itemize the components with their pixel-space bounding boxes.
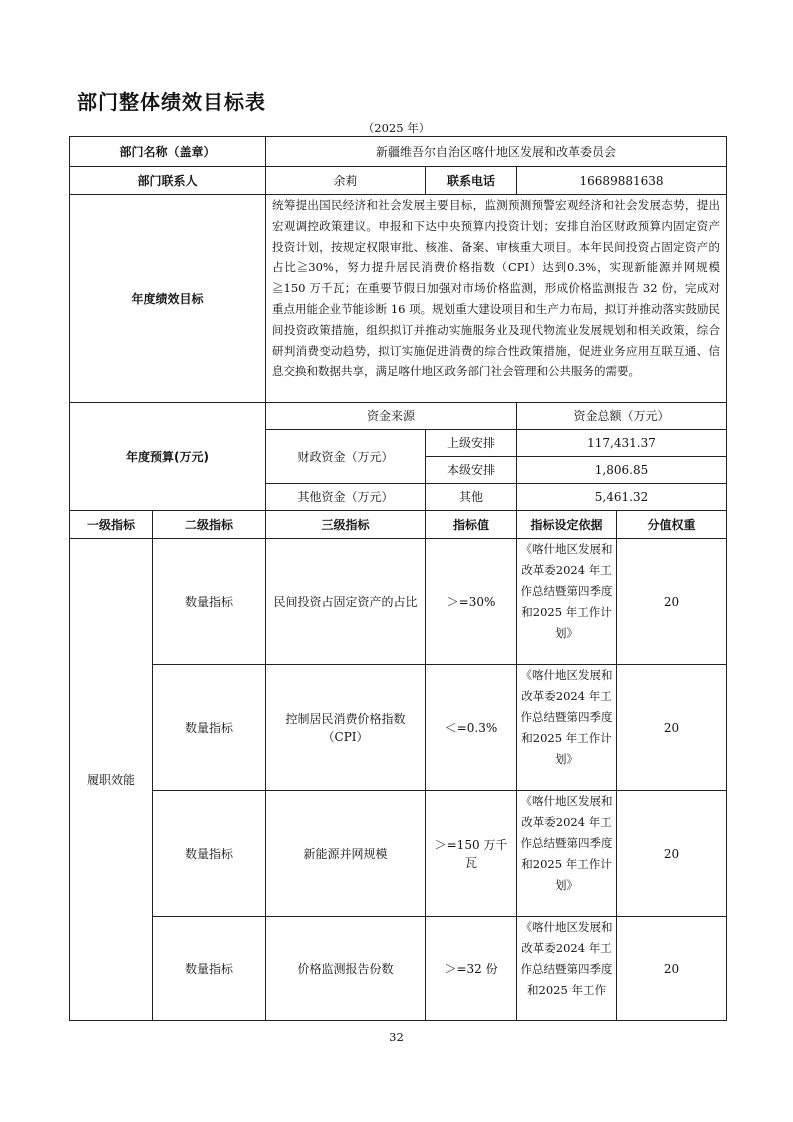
indicator-value: ＞=30% — [426, 539, 517, 665]
indicator-weight: 20 — [617, 917, 727, 1021]
dept-name-value: 新疆维吾尔自治区喀什地区发展和改革委员会 — [266, 137, 727, 167]
indicator-weight: 20 — [617, 665, 727, 791]
indicator-basis: 《喀什地区发展和改革委2024 年工作总结暨第四季度和2025 年工作计划》 — [517, 791, 617, 917]
level3-indicator: 新能源并网规模 — [266, 791, 426, 917]
local-label: 本级安排 — [426, 457, 517, 484]
level3-indicator: 民间投资占固定资产的占比 — [266, 539, 426, 665]
header-level3: 三级指标 — [266, 511, 426, 539]
indicator-value: ＞=150 万千瓦 — [426, 791, 517, 917]
level2-indicator: 数量指标 — [153, 539, 266, 665]
annual-goal-label: 年度绩效目标 — [70, 195, 266, 403]
indicator-basis: 《喀什地区发展和改革委2024 年工作总结暨第四季度和2025 年工作计划》 — [517, 539, 617, 665]
indicator-value: ＜=0.3% — [426, 665, 517, 791]
annual-goal-text: 统筹提出国民经济和社会发展主要目标，监测预测预警宏观经济和社会发展态势，提出宏观调控政策建议。申报和下达中央预算内投资计划；安排自治区财政预算内固定资产投资计划，按规定权限审批、核准、备案、审核重大项目。本年民间投资占固定资产的占比≧30%，努力提升居民消费价格指数（CPI）达到0.3%，实现新能源并网规模≧150 万千瓦；在重要节假日加强对市场价格监测，形成价格监测报告 32 份，完成对重点用能企业节能诊断 16 项。规划重大建设项目和生产力布局，拟订并推动落实鼓励民间投资政策措施，组织拟订并推动实施服务业及现代物流业发展规划和相关政策，综合研判消费变动趋势，拟订实施促进消费的综合性政策措施，促进业务应用互联互通、信息交换和数据共享，满足喀什地区政务部门社会管理和公共服务的需要。 — [266, 195, 727, 403]
total-amount-header: 资金总额（万元） — [517, 403, 727, 430]
level3-indicator: 价格监测报告份数 — [266, 917, 426, 1021]
header-weight: 分值权重 — [617, 511, 727, 539]
indicator-weight: 20 — [617, 791, 727, 917]
phone-value: 16689881638 — [517, 167, 727, 195]
indicator-value: ＞=32 份 — [426, 917, 517, 1021]
level3-indicator: 控制居民消费价格指数（CPI） — [266, 665, 426, 791]
other-amount: 5,461.32 — [517, 484, 727, 511]
document-title: 部门整体绩效目标表 — [77, 90, 266, 114]
level2-indicator: 数量指标 — [153, 791, 266, 917]
level2-indicator: 数量指标 — [153, 917, 266, 1021]
header-value: 指标值 — [426, 511, 517, 539]
fund-source-header: 资金来源 — [266, 403, 517, 430]
contact-label: 部门联系人 — [70, 167, 266, 195]
level1-indicator: 履职效能 — [70, 539, 153, 1021]
header-basis: 指标设定依据 — [517, 511, 617, 539]
other-label: 其他 — [426, 484, 517, 511]
performance-table — [69, 136, 727, 1021]
contact-value: 余莉 — [266, 167, 426, 195]
fiscal-funds-label: 财政资金（万元） — [266, 430, 426, 484]
page-number: 32 — [389, 1030, 404, 1044]
year-label: （2025 年） — [362, 121, 431, 135]
phone-label: 联系电话 — [426, 167, 517, 195]
upper-label: 上级安排 — [426, 430, 517, 457]
dept-name-label: 部门名称（盖章） — [70, 137, 266, 167]
indicator-weight: 20 — [617, 539, 727, 665]
indicator-basis: 《喀什地区发展和改革委2024 年工作总结暨第四季度和2025 年工作 — [520, 920, 613, 997]
header-level1: 一级指标 — [70, 511, 153, 539]
level2-indicator: 数量指标 — [153, 665, 266, 791]
indicator-basis: 《喀什地区发展和改革委2024 年工作总结暨第四季度和2025 年工作计划》 — [517, 665, 617, 791]
local-amount: 1,806.85 — [517, 457, 727, 484]
upper-amount: 117,431.37 — [517, 430, 727, 457]
other-funds-label: 其他资金（万元） — [266, 484, 426, 511]
annual-budget-label: 年度预算(万元) — [70, 403, 266, 511]
header-level2: 二级指标 — [153, 511, 266, 539]
